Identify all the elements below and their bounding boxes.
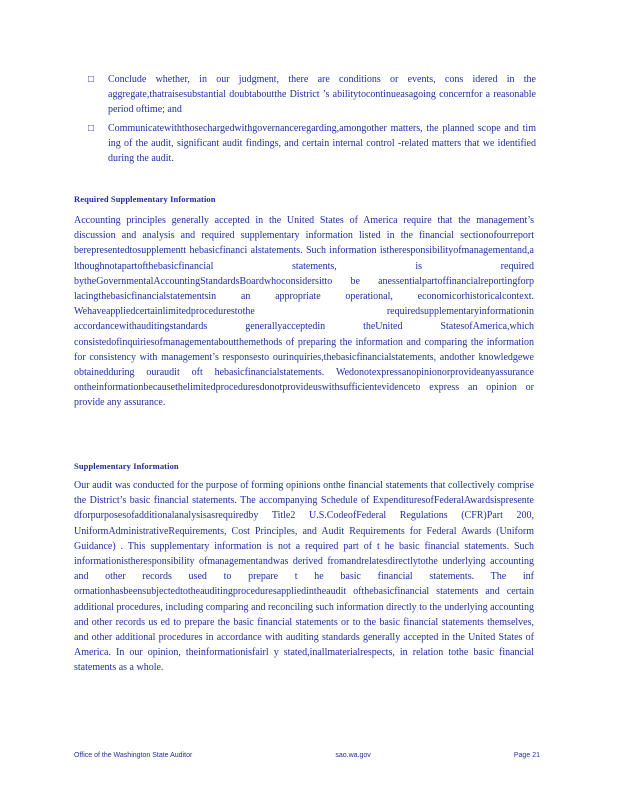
bullet-marker: □: [88, 74, 95, 85]
page-footer: [74, 752, 540, 759]
footer-page-number: 21: [532, 752, 540, 759]
paragraph-required-supplementary: [74, 213, 534, 411]
footer-office: Office of the Washington State Auditor: [74, 752, 193, 759]
bullet-text: Conclude whether, in our judgment, there are conditions or events, cons idered in the aggregate,thatraisesubstantial doubtaboutthe District ’s abilitytocontinueasagoing concernfor a reasonable period oftime; and: [108, 74, 536, 115]
bullet-item: [88, 121, 538, 166]
section-heading-supplementary: Supplementary Information: [74, 461, 179, 471]
footer-page-indicator: [514, 752, 540, 759]
bullet-item: [88, 72, 538, 117]
paragraph-text: Accounting principles generally accepted in the United States of America require that the management’s discussion and analysis and required supplementary information listed in the financial sectionofourreport berepresentedtosupplementt hebasicfinanci alstatements. Such information istheresponsibilityofmanagementand,a lthoughnotapartofthebasicfinancial statements, is required bytheGovernmentalAccountingStandardsBoardwhoconsidersitto be anessentialpartoffinancialreportingforp lacingthebasicfinancialstatementsin an appropriate operational, economicorhistoricalcontext. Wehaveappliedcertainlimitedprocedurestothe requiredsupplementaryinformationin accordancewithauditingstandards generallyacceptedin theUnited StatesofAmerica,which consistedofinquiriesofmanagementaboutthemethods of preparing the information and comparing the information for consistency with management’s responsesto ourinquiries,thebasicfinancialstatements, andother knowledgewe obtainedduring ouraudit oft hebasicfinancialstatements. Wedonotexpressanopinionorprovideanyassurance ontheinformationbecausethelimitedproceduresdonotprovideuswithsufficientevidenceto express an opinion or provide any assurance.: [74, 215, 534, 409]
paragraph-text: Our audit was conducted for the purpose of forming opinions onthe financial statements that collectively comprise the District’s basic financial statements. The accompanying Schedule of ExpendituresofFederalAwardsispresente dforpurposesofadditionalanalysisasrequiredby Title2 U.S.CodeofFederal Regulations (CFR)Part 200, UniformAdministrativeRequirements, Cost Principles, and Audit Requirements for Federal Awards (Uniform Guidance) . This supplementary information is not a required part of t he basic financial statements. Such informationistheresponsibility ofmanagementandwas derived fromandrelatesdirectlytothe underlying accounting and other records used to prepare t he basic financial statements. The inf ormationhasbeensubjectedtotheauditingproceduresappliedintheaudit ofthebasicfinancial statements and certain additional procedures, including comparing and reconciling such information directly to the underlying accounting and other records us ed to prepare the basic financial statements or to the basic financial statements themselves, and other additional procedures in accordance with auditing standards generally accepted in the United States of America. In our opinion, theinformationisfairl y stated,inallmaterialrespects, in relation tothe basic financial statements as a whole.: [74, 480, 534, 674]
bullet-list: [88, 72, 538, 170]
section-heading-required-supplementary: Required Supplementary Information: [74, 194, 216, 204]
bullet-text: Communicatewiththosechargedwithgovernanceregarding,amongother matters, the planned scope and tim ing of the audit, significant audit findings, and certain internal control -related matters that we identified during the audit.: [108, 123, 536, 164]
bullet-marker: □: [88, 123, 95, 134]
paragraph-supplementary: [74, 478, 534, 676]
footer-page-label: Page: [513, 752, 531, 759]
footer-website: sao.wa.gov: [335, 752, 371, 759]
